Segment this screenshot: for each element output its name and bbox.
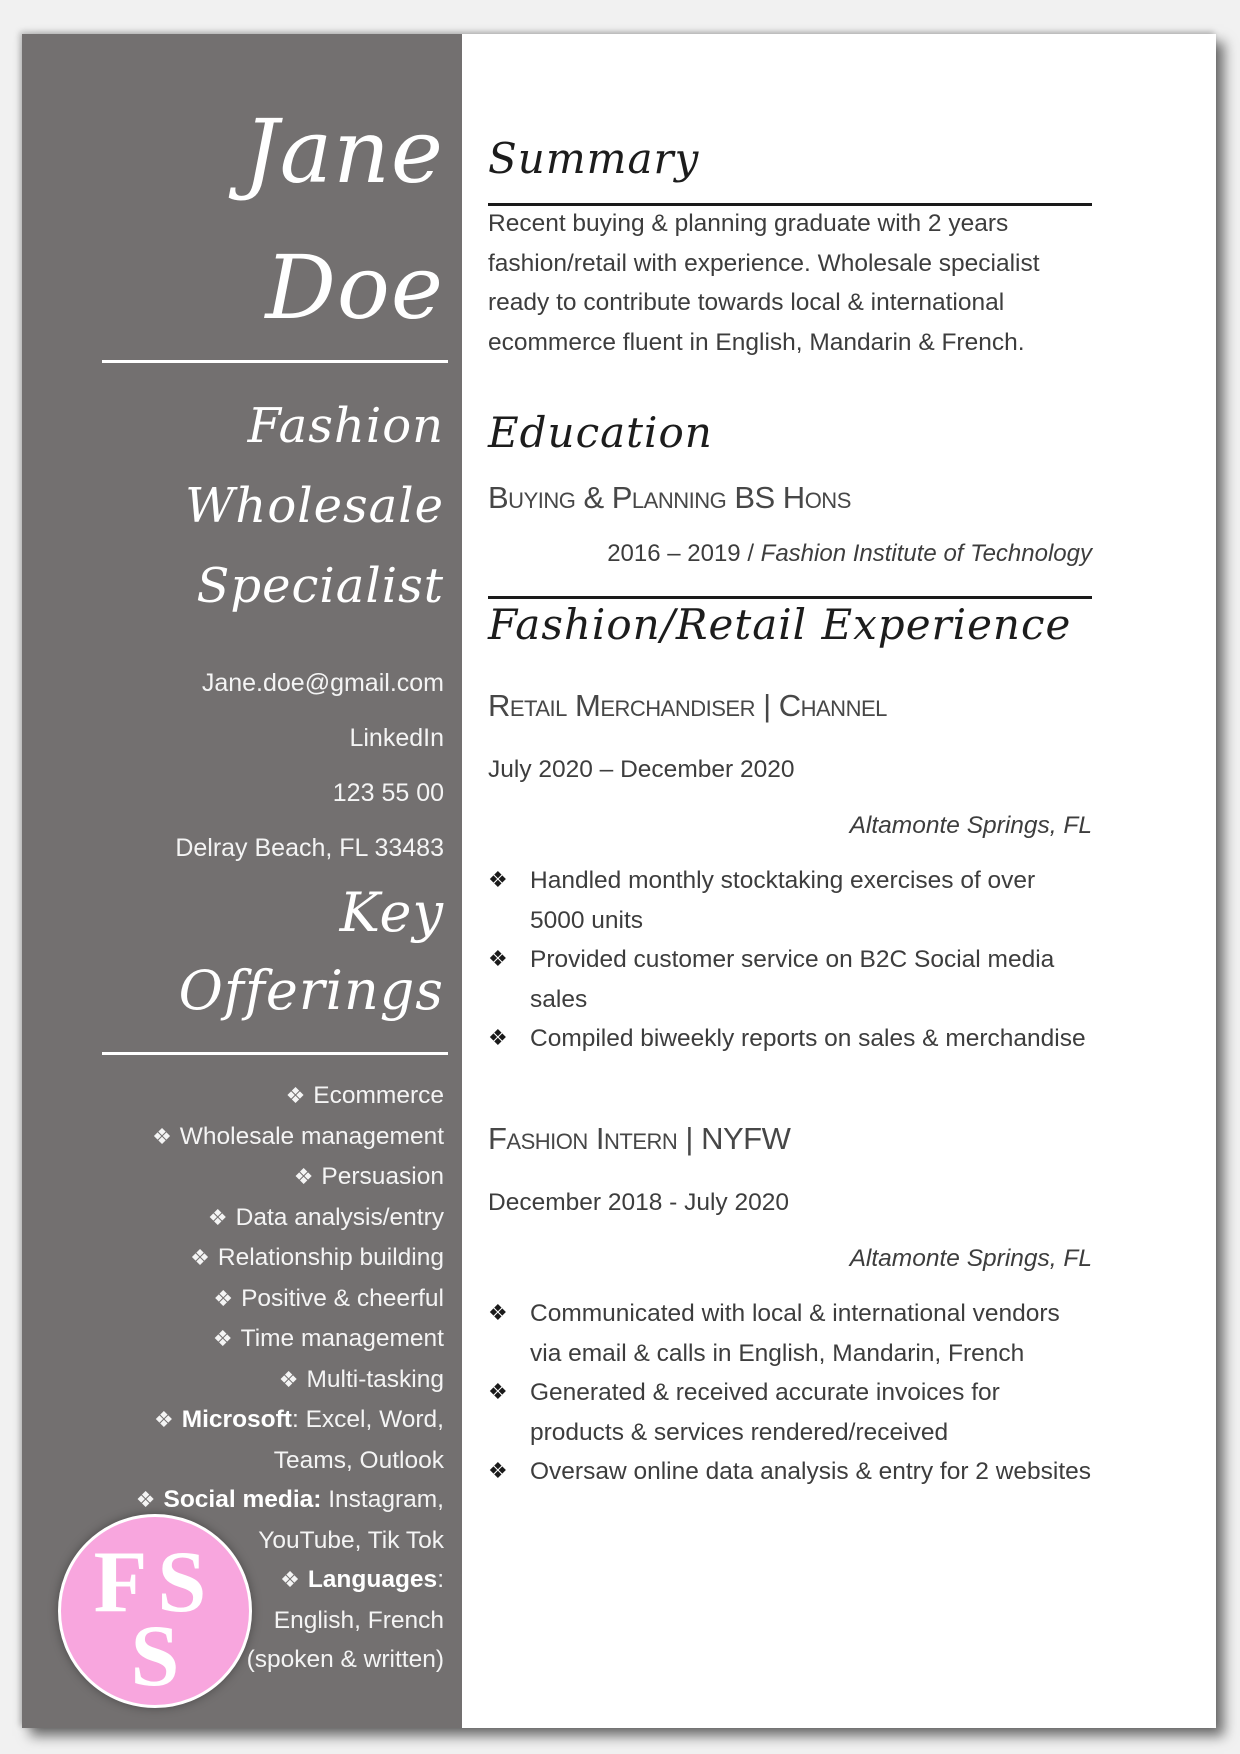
first-name: Jane: [243, 100, 444, 203]
list-item: ❖ Languages: English, French (spoken & written): [246, 1566, 444, 1673]
list-item: ❖ Positive & cheerful: [213, 1284, 444, 1312]
four-diamond-bullet-icon: ❖: [488, 1026, 508, 1051]
job-bullets: [488, 861, 1094, 1059]
education-heading: Education: [488, 408, 713, 457]
four-diamond-bullet-icon: ❖: [280, 1568, 300, 1593]
resume-page: [22, 34, 1216, 1728]
four-diamond-bullet-icon: ❖: [152, 1124, 172, 1150]
four-diamond-bullet-icon: ❖: [488, 1380, 508, 1405]
education-separator: /: [740, 540, 761, 567]
four-diamond-bullet-icon: ❖: [153, 1408, 174, 1433]
school-name: Fashion Institute of Technology: [760, 540, 1092, 567]
sidebar: [22, 34, 462, 1728]
summary-heading: Summary: [488, 134, 700, 183]
phone-number: 123 55 00: [332, 779, 444, 807]
list-item: ❖ Microsoft: Excel, Word, Teams, Outlook: [153, 1406, 444, 1474]
key-offerings-heading: [179, 874, 444, 1030]
job-bullets: [488, 1294, 1094, 1492]
job-role: Retail Merchandiser | Channel: [488, 688, 887, 723]
four-diamond-bullet-icon: ❖: [488, 1459, 508, 1484]
list-item: ❖ Time management: [212, 1325, 444, 1352]
list-item: ❖ Wholesale management: [152, 1122, 444, 1150]
badge-line: S: [130, 1608, 180, 1705]
list-item: ❖ Data analysis/entry: [207, 1203, 444, 1231]
badge-line: FS: [93, 1534, 217, 1631]
four-diamond-bullet-icon: ❖: [212, 1327, 233, 1352]
job-dates: July 2020 – December 2020: [488, 756, 795, 783]
four-diamond-bullet-icon: ❖: [293, 1165, 314, 1190]
list-item: ❖ Provided customer service on B2C Social media sales: [488, 940, 1094, 1019]
job-title: [185, 386, 444, 626]
education-years: 2016 – 2019: [607, 540, 741, 567]
degree-title: Buying & Planning BS Hons: [488, 480, 851, 515]
fss-logo-badge: [58, 1514, 252, 1708]
key-offerings-heading-line: Key: [339, 881, 444, 944]
job-title-line: Specialist: [196, 558, 444, 614]
four-diamond-bullet-icon: ❖: [135, 1488, 156, 1513]
job-title-line: Wholesale: [185, 478, 444, 534]
address: Delray Beach, FL 33483: [175, 834, 444, 862]
four-diamond-bullet-icon: ❖: [213, 1286, 234, 1312]
job-location: Altamonte Springs, FL: [849, 1245, 1092, 1272]
job-title-line: Fashion: [247, 398, 444, 454]
email-link[interactable]: Jane.doe@gmail.com: [201, 669, 444, 697]
job-location: Altamonte Springs, FL: [849, 812, 1092, 839]
contact-block: [175, 656, 444, 876]
list-item: ❖ Ecommerce: [285, 1082, 444, 1109]
linkedin-link[interactable]: LinkedIn: [349, 724, 444, 752]
four-diamond-bullet-icon: ❖: [285, 1084, 306, 1109]
list-item: ❖ Social media: Instagram, YouTube, Tik Tok: [135, 1486, 444, 1554]
key-offerings-heading-line: Offerings: [178, 959, 444, 1022]
list-item: ❖ Relationship building: [190, 1244, 444, 1271]
job-dates: December 2018 - July 2020: [488, 1189, 789, 1216]
list-item: ❖ Compiled biweekly reports on sales & merchandise: [488, 1019, 1094, 1059]
list-item: ❖ Communicated with local & international vendors via email & calls in English, Mandarin, French: [488, 1294, 1094, 1373]
sidebar-divider: [102, 1052, 448, 1055]
list-item: ❖ Oversaw online data analysis & entry for 2 websites: [488, 1452, 1094, 1492]
summary-text: Recent buying & planning graduate with 2 years fashion/retail with experience. Wholesale specialist ready to contribute towards local & international ecommerce fluent in English, Mandarin & French.: [488, 210, 1040, 356]
section-divider: [488, 596, 1092, 599]
last-name: Doe: [265, 236, 444, 339]
sidebar-divider: [102, 360, 448, 363]
job-role: Fashion Intern | NYFW: [488, 1121, 791, 1156]
four-diamond-bullet-icon: ❖: [488, 868, 508, 893]
four-diamond-bullet-icon: ❖: [278, 1367, 299, 1393]
list-item: ❖ Persuasion: [293, 1163, 444, 1190]
education-details: [607, 540, 1092, 568]
four-diamond-bullet-icon: ❖: [488, 1301, 508, 1326]
four-diamond-bullet-icon: ❖: [207, 1205, 228, 1231]
list-item: ❖ Multi-tasking: [278, 1365, 444, 1393]
four-diamond-bullet-icon: ❖: [488, 947, 508, 972]
list-item: ❖ Handled monthly stocktaking exercises of over 5000 units: [488, 861, 1094, 940]
list-item: ❖ Generated & received accurate invoices for products & services rendered/received: [488, 1373, 1094, 1452]
four-diamond-bullet-icon: ❖: [190, 1246, 210, 1271]
experience-heading: Fashion/Retail Experience: [488, 600, 1072, 649]
